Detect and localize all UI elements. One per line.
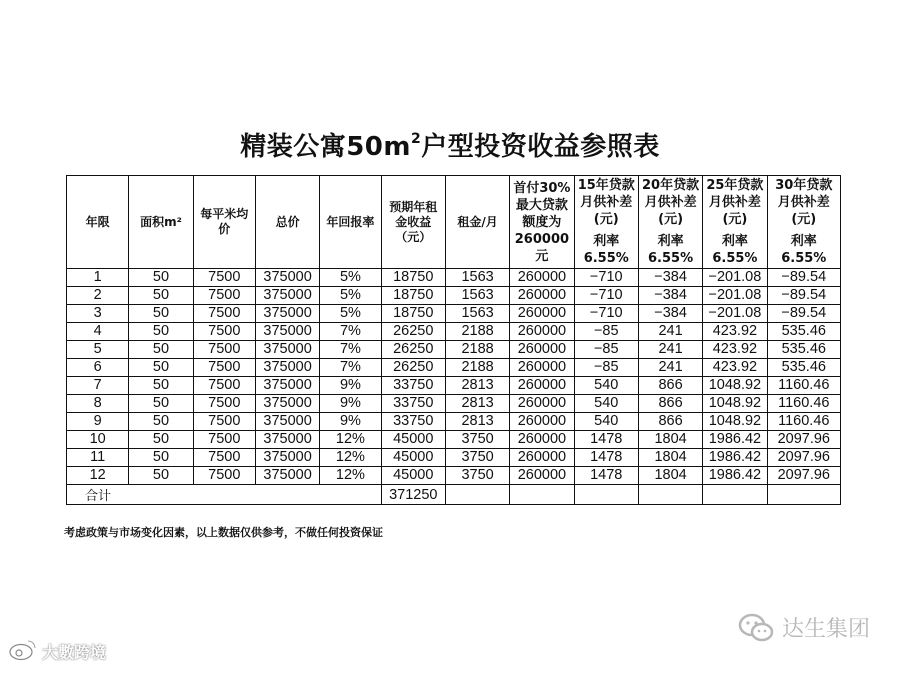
table-cell: 45000	[381, 467, 445, 485]
table-row	[67, 269, 841, 287]
table-cell: 50	[129, 449, 193, 467]
table-cell: 375000	[255, 287, 319, 305]
total-row	[67, 485, 841, 505]
table-row	[67, 377, 841, 395]
table-cell: 260000	[510, 449, 574, 467]
page-title	[0, 126, 900, 163]
header-cell: 租金/月	[445, 176, 509, 269]
table-cell: −89.54	[767, 305, 840, 323]
table-cell: 1160.46	[767, 377, 840, 395]
header-cell: 总价	[255, 176, 319, 269]
table-cell: 1	[67, 269, 129, 287]
table-cell: 375000	[255, 341, 319, 359]
table-cell: 26250	[381, 341, 445, 359]
table-cell: 3	[67, 305, 129, 323]
table-row	[67, 341, 841, 359]
table-cell: 50	[129, 413, 193, 431]
wechat-watermark	[738, 612, 870, 643]
table-cell: −201.08	[703, 305, 767, 323]
table-cell: 7500	[193, 359, 255, 377]
table-cell: 50	[129, 467, 193, 485]
table-cell: 1804	[638, 449, 702, 467]
table-cell: 1804	[638, 467, 702, 485]
table-cell: 7500	[193, 269, 255, 287]
header-cell: 30年贷款月供补差(元) 利率6.55%	[767, 176, 840, 269]
table-row	[67, 413, 841, 431]
header-cell: 20年贷款月供补差(元) 利率6.55%	[638, 176, 702, 269]
table-cell: 8	[67, 395, 129, 413]
table-cell: 7500	[193, 287, 255, 305]
table-cell: 2	[67, 287, 129, 305]
table-cell: 375000	[255, 449, 319, 467]
table-cell: 375000	[255, 377, 319, 395]
table-cell: 375000	[255, 359, 319, 377]
table-cell: 260000	[510, 413, 574, 431]
table-cell: 375000	[255, 395, 319, 413]
total-label: 合计	[67, 485, 382, 505]
table-cell: 1804	[638, 431, 702, 449]
table-cell: 1986.42	[703, 431, 767, 449]
table-cell: 9%	[320, 395, 381, 413]
table-cell: 260000	[510, 467, 574, 485]
table-cell: 2097.96	[767, 431, 840, 449]
table-row	[67, 449, 841, 467]
table-cell: 33750	[381, 377, 445, 395]
table-cell: 7	[67, 377, 129, 395]
table-cell: 1478	[574, 467, 638, 485]
empty-cell	[703, 485, 767, 505]
table-cell: 50	[129, 323, 193, 341]
table-cell: 50	[129, 341, 193, 359]
title-suffix: 户型投资收益参照表	[421, 132, 660, 162]
table-row	[67, 359, 841, 377]
empty-cell	[638, 485, 702, 505]
table-cell: 2188	[445, 359, 509, 377]
table-cell: 11	[67, 449, 129, 467]
table-cell: 5%	[320, 269, 381, 287]
table-cell: 2188	[445, 323, 509, 341]
table-cell: −89.54	[767, 269, 840, 287]
table-cell: 1478	[574, 449, 638, 467]
table-cell: 5%	[320, 305, 381, 323]
table-cell: 10	[67, 431, 129, 449]
table-row	[67, 323, 841, 341]
header-cell: 每平米均价	[193, 176, 255, 269]
table-cell: 241	[638, 341, 702, 359]
header-cell: 15年贷款月供补差(元) 利率6.55%	[574, 176, 638, 269]
table-cell: −710	[574, 269, 638, 287]
header-cell: 25年贷款月供补差(元) 利率6.55%	[703, 176, 767, 269]
table-cell: 423.92	[703, 359, 767, 377]
table-cell: 12%	[320, 467, 381, 485]
table-cell: 260000	[510, 305, 574, 323]
table-row	[67, 305, 841, 323]
table-cell: 375000	[255, 467, 319, 485]
table-cell: 5%	[320, 287, 381, 305]
disclaimer-note: 考虑政策与市场变化因素，以上数据仅供参考，不做任何投资保证	[64, 526, 383, 539]
table-cell: 241	[638, 323, 702, 341]
header-cell: 预期年租金收益（元）	[381, 176, 445, 269]
table-cell: −85	[574, 323, 638, 341]
table-cell: 7%	[320, 341, 381, 359]
header-cell: 年限	[67, 176, 129, 269]
weibo-icon	[8, 637, 38, 665]
table-cell: 7500	[193, 323, 255, 341]
table-cell: −89.54	[767, 287, 840, 305]
table-cell: 18750	[381, 305, 445, 323]
table-cell: 260000	[510, 359, 574, 377]
table-cell: 1986.42	[703, 449, 767, 467]
table-cell: 375000	[255, 431, 319, 449]
table-cell: 866	[638, 377, 702, 395]
table-cell: 540	[574, 377, 638, 395]
table-cell: 1478	[574, 431, 638, 449]
table-cell: 26250	[381, 323, 445, 341]
table-cell: 3750	[445, 431, 509, 449]
table-cell: −384	[638, 287, 702, 305]
empty-cell	[445, 485, 509, 505]
table-cell: 50	[129, 431, 193, 449]
table-cell: −710	[574, 305, 638, 323]
table-cell: 375000	[255, 323, 319, 341]
table-cell: 260000	[510, 287, 574, 305]
table-cell: 3750	[445, 467, 509, 485]
table-cell: 1160.46	[767, 395, 840, 413]
table-cell: 535.46	[767, 323, 840, 341]
table-cell: 7500	[193, 395, 255, 413]
table-cell: 7500	[193, 431, 255, 449]
table-cell: 1048.92	[703, 413, 767, 431]
table-cell: 2813	[445, 413, 509, 431]
table-cell: 50	[129, 287, 193, 305]
table-cell: 375000	[255, 269, 319, 287]
table-cell: −85	[574, 341, 638, 359]
table-cell: 535.46	[767, 359, 840, 377]
table-cell: 260000	[510, 395, 574, 413]
header-row	[67, 176, 841, 269]
table-cell: 12%	[320, 449, 381, 467]
header-cell: 首付30%最大贷款额度为260000元	[510, 176, 574, 269]
table-cell: 3750	[445, 449, 509, 467]
table-cell: 866	[638, 413, 702, 431]
weibo-watermark	[8, 637, 106, 665]
table-cell: 866	[638, 395, 702, 413]
table-cell: 9%	[320, 413, 381, 431]
table-cell: −201.08	[703, 287, 767, 305]
table-cell: 423.92	[703, 323, 767, 341]
table-cell: 260000	[510, 269, 574, 287]
table-cell: 6	[67, 359, 129, 377]
table-cell: 375000	[255, 413, 319, 431]
table-cell: 50	[129, 395, 193, 413]
table-cell: 1563	[445, 287, 509, 305]
header-cell: 面积m²	[129, 176, 193, 269]
table-cell: 26250	[381, 359, 445, 377]
table-cell: 33750	[381, 395, 445, 413]
wechat-account-name: 达生集团	[781, 617, 870, 642]
table-cell: 1563	[445, 305, 509, 323]
table-cell: 7%	[320, 323, 381, 341]
table-cell: −201.08	[703, 269, 767, 287]
table-cell: −384	[638, 305, 702, 323]
header-cell: 年回报率	[320, 176, 381, 269]
weibo-account-name: 大數跨境	[42, 642, 107, 662]
table-cell: 7500	[193, 341, 255, 359]
table-cell: 50	[129, 359, 193, 377]
table-cell: −710	[574, 287, 638, 305]
table-cell: 2813	[445, 377, 509, 395]
investment-table	[66, 175, 841, 505]
table-cell: 50	[129, 305, 193, 323]
table-cell: 50	[129, 269, 193, 287]
table-cell: 50	[129, 377, 193, 395]
table-cell: 1048.92	[703, 395, 767, 413]
table-cell: 1160.46	[767, 413, 840, 431]
table-cell: 12	[67, 467, 129, 485]
title-superscript: 2	[411, 131, 422, 147]
empty-cell	[767, 485, 840, 505]
table-cell: 2813	[445, 395, 509, 413]
total-value: 371250	[381, 485, 445, 505]
table-cell: 18750	[381, 287, 445, 305]
table-cell: 2097.96	[767, 449, 840, 467]
table-cell: 2097.96	[767, 467, 840, 485]
table-cell: 1563	[445, 269, 509, 287]
table-cell: 2188	[445, 341, 509, 359]
table-row	[67, 395, 841, 413]
table-cell: 45000	[381, 431, 445, 449]
table-cell: 423.92	[703, 341, 767, 359]
table-cell: 260000	[510, 323, 574, 341]
table-cell: 7500	[193, 467, 255, 485]
table-cell: −384	[638, 269, 702, 287]
table-cell: 4	[67, 323, 129, 341]
table-cell: 7500	[193, 377, 255, 395]
table-cell: 260000	[510, 377, 574, 395]
table-cell: 375000	[255, 305, 319, 323]
title-prefix: 精装公寓50m	[240, 132, 411, 162]
table-cell: 18750	[381, 269, 445, 287]
table-cell: 1986.42	[703, 467, 767, 485]
table-cell: 1048.92	[703, 377, 767, 395]
table-cell: 540	[574, 395, 638, 413]
table-cell: 241	[638, 359, 702, 377]
table-cell: 7%	[320, 359, 381, 377]
table-cell: 7500	[193, 449, 255, 467]
table-row	[67, 287, 841, 305]
table-row	[67, 431, 841, 449]
table-row	[67, 467, 841, 485]
table-cell: 535.46	[767, 341, 840, 359]
table-cell: 540	[574, 413, 638, 431]
wechat-icon	[738, 613, 774, 643]
table-cell: 9	[67, 413, 129, 431]
table-cell: 5	[67, 341, 129, 359]
table-cell: 260000	[510, 341, 574, 359]
table-cell: 9%	[320, 377, 381, 395]
table-cell: 260000	[510, 431, 574, 449]
table-cell: 45000	[381, 449, 445, 467]
empty-cell	[574, 485, 638, 505]
table-cell: 7500	[193, 305, 255, 323]
table-cell: 33750	[381, 413, 445, 431]
table-cell: 12%	[320, 431, 381, 449]
empty-cell	[510, 485, 574, 505]
table-cell: −85	[574, 359, 638, 377]
table-cell: 7500	[193, 413, 255, 431]
